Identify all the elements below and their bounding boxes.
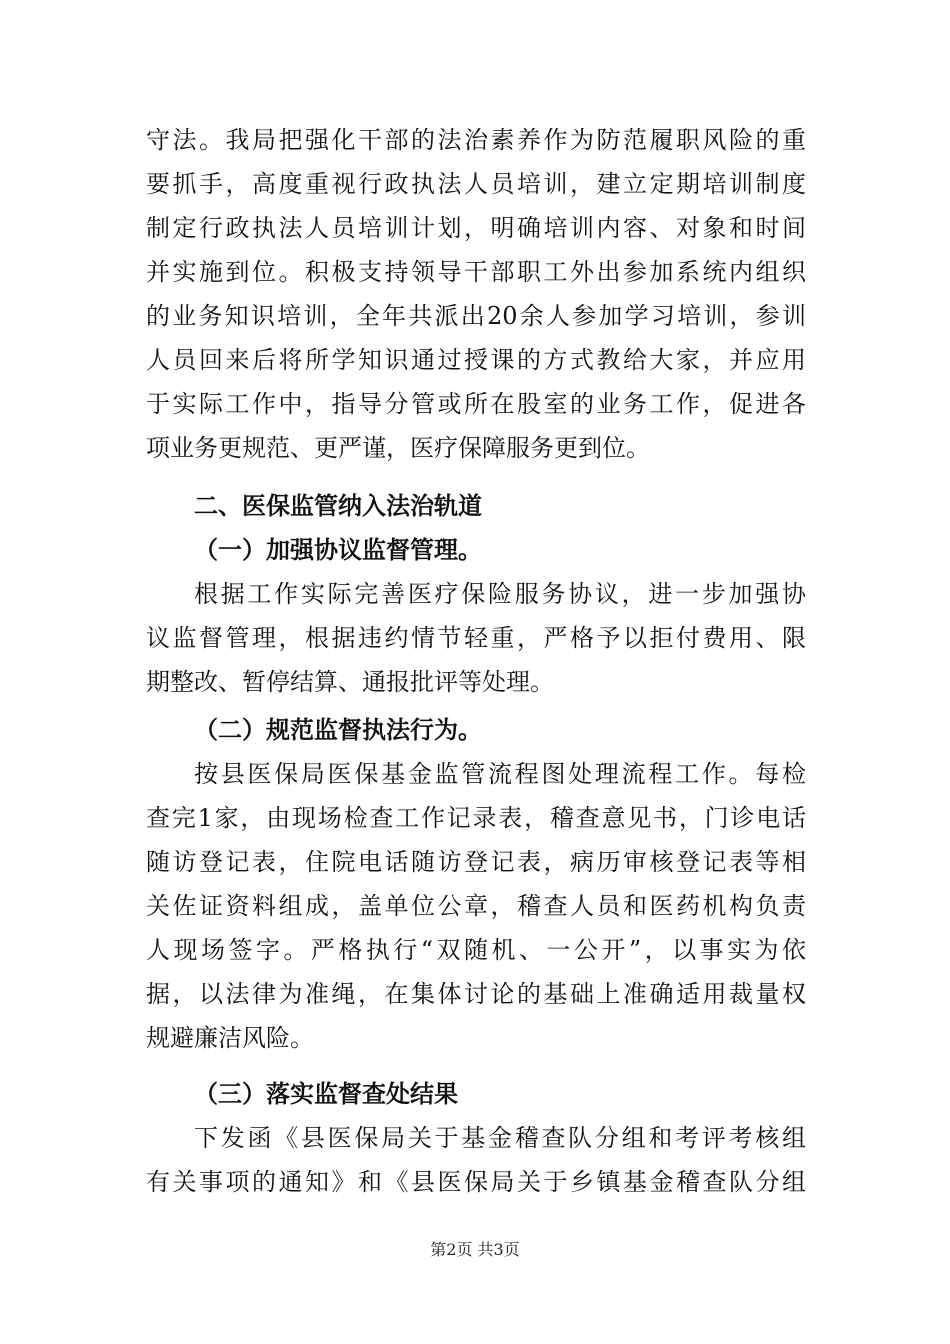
body-text-line: 有关事项的通知》和《县医保局关于乡镇基金稽查队分组 [146, 1168, 806, 1196]
body-text-line: 守法。我局把强化干部的法治素养作为防范履职风险的重 [146, 126, 806, 154]
body-text-line: 议监督管理，根据违约情节轻重，严格予以拒付费用、限 [146, 624, 806, 652]
body-text-line: 根据工作实际完善医疗保险服务协议，进一步加强协 [194, 580, 806, 608]
body-text-line: 要抓手，高度重视行政执法人员培训，建立定期培训制度 [146, 170, 806, 198]
subsection-heading: （一）加强协议监督管理。 [194, 536, 482, 564]
body-text-line: 人现场签字。严格执行“双随机、一公开”，以事实为依 [146, 936, 806, 964]
section-heading: 二、医保监管纳入法治轨道 [194, 492, 482, 520]
subsection-heading: （三）落实监督查处结果 [194, 1080, 458, 1108]
body-text-line: 并实施到位。积极支持领导干部职工外出参加系统内组织 [146, 258, 806, 286]
body-text-line: 人员回来后将所学知识通过授课的方式教给大家，并应用 [146, 346, 806, 374]
body-text-line: 随访登记表，住院电话随访登记表，病历审核登记表等相 [146, 848, 806, 876]
body-text-line: 规避廉洁风险。 [146, 1024, 314, 1052]
body-text-line: 据，以法律为准绳，在集体讨论的基础上准确适用裁量权 [146, 980, 806, 1008]
page-footer: 第2页 共3页 [430, 1240, 520, 1259]
body-text-line: 关佐证资料组成，盖单位公章，稽查人员和医药机构负责 [146, 892, 806, 920]
body-text-line: 查完1家，由现场检查工作记录表，稽查意见书，门诊电话 [146, 804, 806, 832]
body-text-line: 制定行政执法人员培训计划，明确培训内容、对象和时间 [146, 214, 806, 242]
body-text-line: 的业务知识培训，全年共派出20余人参加学习培训，参训 [146, 302, 806, 330]
body-text-line: 下发函《县医保局关于基金稽查队分组和考评考核组 [194, 1124, 806, 1152]
body-text-line: 项业务更规范、更严谨，医疗保障服务更到位。 [146, 434, 650, 462]
subsection-heading: （二）规范监督执法行为。 [194, 716, 482, 744]
body-text-line: 于实际工作中，指导分管或所在股室的业务工作，促进各 [146, 390, 806, 418]
body-text-line: 期整改、暂停结算、通报批评等处理。 [146, 668, 554, 696]
body-text-line: 按县医保局医保基金监管流程图处理流程工作。每检 [194, 760, 806, 788]
